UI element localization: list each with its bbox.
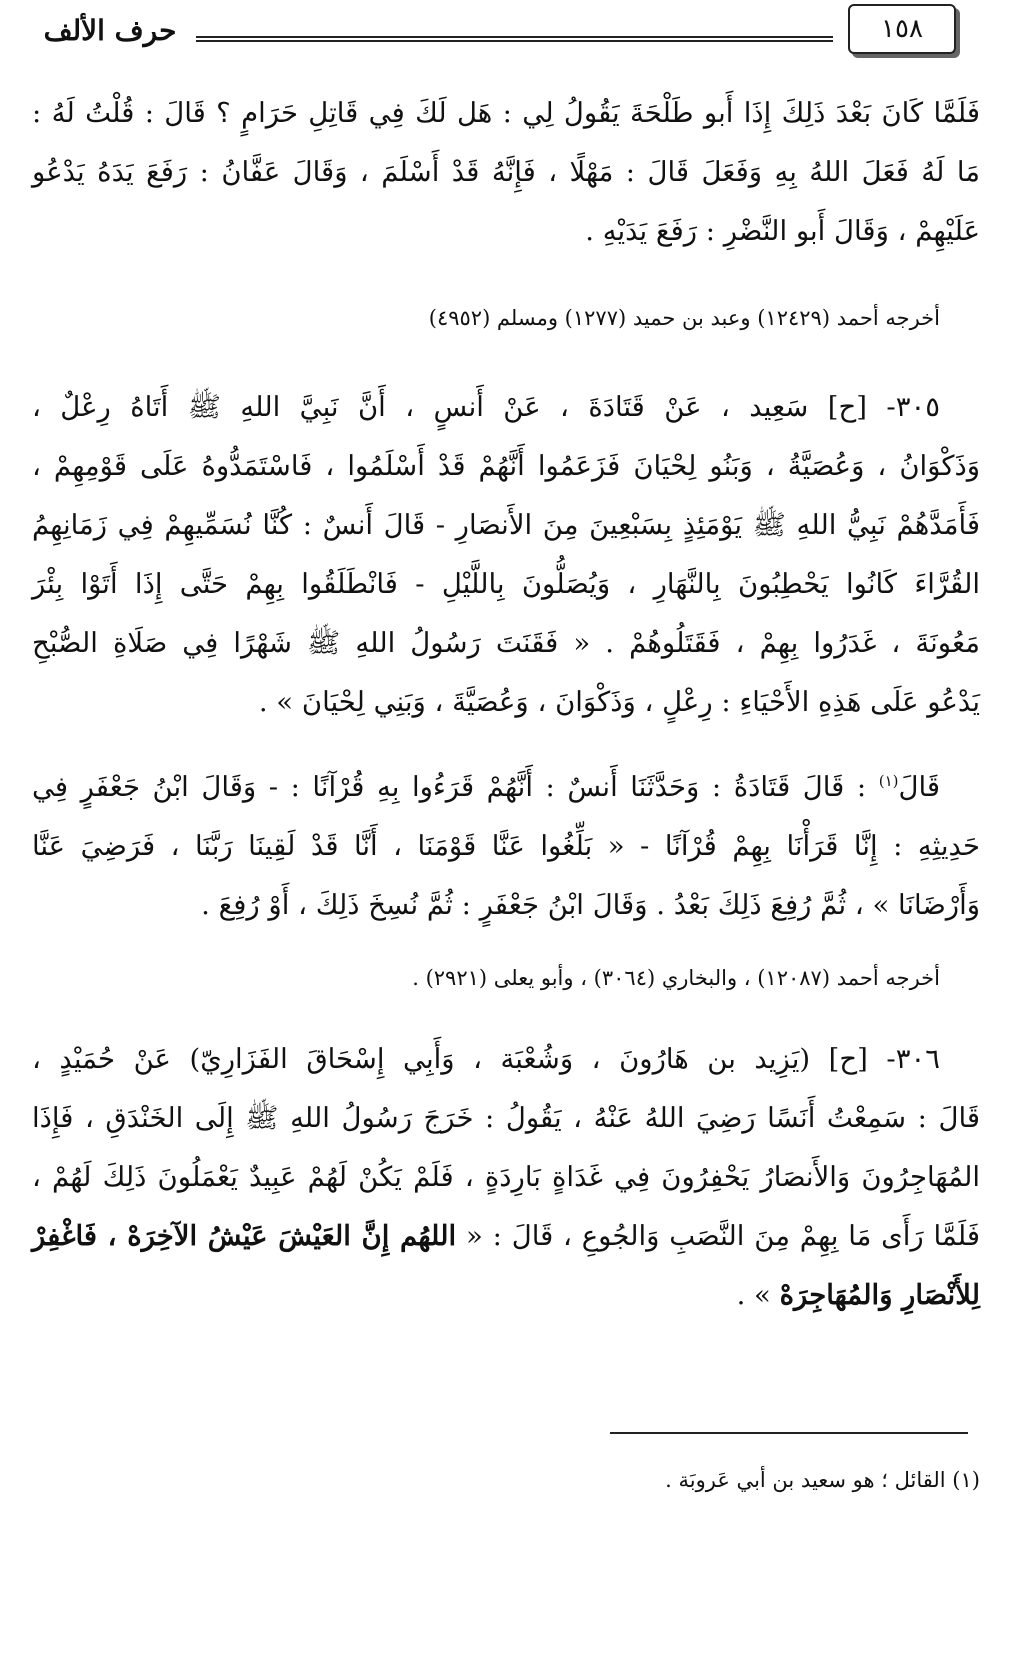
prophet-saying-bold: لِلأَنْصَارِ وَالمُهَاجِرَهْ: [779, 1279, 980, 1311]
text-line: فَأَمَدَّهُمْ نَبِيُّ اللهِ ﷺ يَوْمَئِذٍ بِسَبْعِينَ مِنَ الأَنصَارِ - قَالَ أَنسٌ : كُنَّا نُسَمِّيهِمْ فِي زَمَانِهِمُ: [32, 509, 980, 541]
text-line: حَدِيثِهِ : إِنَّا قَرَأْنَا بِهِمْ قُرْآنًا - « بَلِّغُوا عَنَّا قَوْمَنَا ، أَنَّا قَدْ لَقِينَا رَبَّنَا ، فَرَضِيَ عَنَّا: [32, 830, 980, 862]
text-line: مَعُونَةَ ، غَدَرُوا بِهِمْ ، فَقَتَلُوهُمْ . « فَقَنَتَ رَسُولُ اللهِ ﷺ شَهْرًا فِي صَلَاةِ الصُّبْحِ: [32, 627, 980, 659]
chapter-title: حرف الألف: [43, 14, 177, 47]
text-line: [32, 1207, 980, 1266]
footnote-marker[interactable]: (١): [878, 771, 899, 790]
text-line: عَلَيْهِمْ ، وَقَالَ أَبو النَّضْرِ : رَفَعَ يَدَيْهِ .: [585, 215, 980, 247]
hadith-304-source: أخرجه أحمد (١٢٤٢٩) وعبد بن حميد (١٢٧٧) ومسلم (٤٩٥٢): [428, 306, 940, 330]
header-rule: [196, 36, 833, 42]
text-line: يَدْعُو عَلَى هَذِهِ الأَحْيَاءِ : رِعْلٍ ، وَذَكْوَانَ ، وَعُصَيَّةَ ، وَبَنِي لِحْيَانَ » .: [258, 686, 980, 718]
text-line: المُهَاجِرُونَ وَالأَنصَارُ يَحْفِرُونَ فِي غَدَاةٍ بَارِدَةٍ ، فَلَمْ يَكُنْ لَهُمْ عَبِيدٌ يَعْمَلُونَ ذَلِكَ لَهُمْ ،: [32, 1161, 980, 1193]
text-line: ٣٠٦- [ح] (يَزِيد بن هَارُونَ ، وَشُعْبَة ، وَأَبِي إِسْحَاقَ الفَزَارِيّ) عَنْ حُمَيْدٍ ،: [32, 1043, 940, 1075]
text-run: : قَالَ قَتَادَةُ : وَحَدَّثَنَا أَنسٌ : أَنَّهُمْ قَرَءُوا بِهِ قُرْآنًا : - وَقَالَ ابْنُ جَعْفَرٍ فِي: [32, 771, 879, 803]
text-line: وَذَكْوَانُ ، وَعُصَيَّةُ ، وَبَنُو لِحْيَانَ فَزَعَمُوا أَنَّهُمْ قَدْ أَسْلَمُوا ، فَاسْتَمَدُّوهُ عَلَى قَوْمِهِمْ ،: [32, 450, 980, 482]
hadith-304-continuation: [32, 84, 980, 261]
hadith-306: [32, 1030, 980, 1325]
text-line: [32, 758, 980, 817]
footnote: (١) القائل ؛ هو سعيد بن أبي عَروبَة .: [665, 1468, 980, 1492]
prophet-saying-bold: اللهُم إِنَّ العَيْشَ عَيْشُ الآخِرَهْ ، فَاغْفِرْ: [32, 1220, 457, 1252]
text-run: فَلَمَّا رَأَى مَا بِهِمْ مِنَ النَّصَبِ وَالجُوعِ ، قَالَ : «: [456, 1220, 980, 1252]
text-line: مَا لَهُ فَعَلَ اللهُ بِهِ وَفَعَلَ قَالَ : مَهْلًا ، فَإِنَّهُ قَدْ أَسْلَمَ ، وَقَالَ عَفَّانُ : رَفَعَ يَدَهُ يَدْعُو: [32, 156, 980, 188]
page-number: ١٥٨: [848, 4, 956, 54]
text-line: قَالَ : سَمِعْتُ أَنَسًا رَضِيَ اللهُ عَنْهُ ، يَقُولُ : خَرَجَ رَسُولُ اللهِ ﷺ إِلَى الخَنْدَقِ ، فَإِذَا: [32, 1102, 980, 1134]
text-line: ٣٠٥- [ح] سَعِيد ، عَنْ قَتَادَةَ ، عَنْ أَنسٍ ، أَنَّ نَبِيَّ اللهِ ﷺ أَتَاهُ رِعْلٌ ،: [32, 391, 940, 423]
footnote-rule: [610, 1432, 968, 1434]
text-line: القُرَّاءَ كَانُوا يَحْطِبُونَ بِالنَّهَارِ ، وَيُصَلُّونَ بِاللَّيْلِ - فَانْطَلَقُوا بِهِمْ حَتَّى إِذَا أَتَوْا بِئْرَ: [32, 568, 980, 600]
text-line: وَأَرْضَانَا » ، ثُمَّ رُفِعَ ذَلِكَ بَعْدُ . وَقَالَ ابْنُ جَعْفَرٍ : ثُمَّ نُسِخَ ذَلِكَ ، أَوْ رُفِعَ .: [201, 889, 980, 921]
text-line: [32, 1266, 980, 1325]
hadith-305-source: أخرجه أحمد (١٢٠٨٧) ، والبخاري (٣٠٦٤) ، وأبو يعلى (٢٩٢١) .: [412, 966, 940, 990]
hadith-305: [32, 378, 980, 732]
text-line: فَلَمَّا كَانَ بَعْدَ ذَلِكَ إِذَا أَبو طَلْحَةَ يَقُولُ لِي : هَل لَكَ فِي قَاتِلِ حَرَامٍ ؟ قَالَ : قُلْتُ لَهُ :: [32, 97, 980, 129]
hadith-305-paragraph-2: [32, 758, 980, 935]
text-run: » .: [736, 1279, 780, 1311]
said-word: قَالَ: [898, 771, 940, 803]
